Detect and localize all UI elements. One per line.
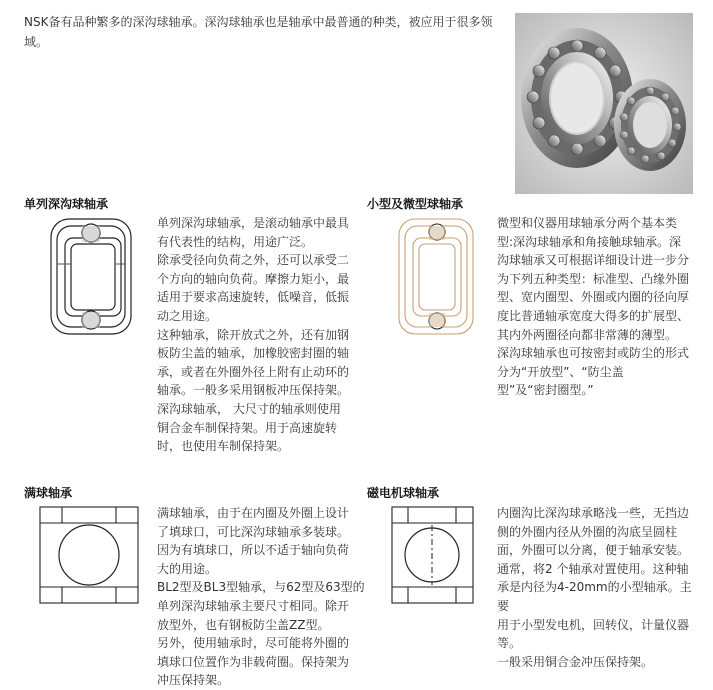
- intro-text: NSK备有品种繁多的深沟球轴承。深沟球轴承也是轴承中最普通的种类，被应用于很多领域。: [24, 15, 493, 49]
- section-title-single-row: 单列深沟球轴承: [24, 197, 109, 211]
- section-title-full-complement: 满球轴承: [24, 486, 73, 500]
- section-text-miniature: 微型和仪器用球轴承分两个基本类 型:深沟球轴承和角接触球轴承。深 沟球轴承又可根据详细设计进一步分 为下列五种类型：标准型、凸缘外圈 型、宽内圈型、外圈或内圈的径向厚 度比普通轴承宽度大得多的扩展型、 其内外两圈径向都非常薄的薄型。 深沟球轴承也可按密封或防尘的形式 分为“开放型”、“防尘盖 型”及“密封圈型。”: [497, 216, 690, 398]
- full-complement-bearing-diagram: [38, 505, 140, 605]
- section-text-single-row: 单列深沟球轴承，是滚动轴承中最具 有代表性的结构，用途广泛。 除承受径向负荷之外，还可以承受二 个方向的轴向负荷。摩擦力矩小，最 适用于要求高速旋转，低噪音，低振 动之用途。 这种轴承，除开放式之外，还有加钢 板防尘盖的轴承，加橡胶密封圈的轴 承，或者在外圈外径上附有止动环的 轴承。一般多采用钢板冲压保持架。 深沟球轴承， 大尺寸的轴承则使用 铜合金车制保持架。用于高速旋转 时，也使用车制保持架。: [157, 216, 350, 454]
- magneto-bearing-diagram: [390, 505, 475, 605]
- miniature-bearing-diagram: [385, 214, 485, 339]
- bearing-product-photo: [515, 13, 693, 194]
- section-title-magneto: 磁电机球轴承: [367, 486, 440, 500]
- section-text-magneto: 内圈沟比深沟球承略浅一些，无挡边 侧的外圈内径从外圈的沟底呈圆柱 面，外圈可以分离，便于轴承安装。 通常，将2 个轴承对置使用。这种轴 承是内径为4-20mm的小型轴承。主要 用于小型发电机，回转仪，计量仪器 等。 一般采用铜合金冲压保持架。: [497, 506, 692, 669]
- single-row-bearing-diagram: [35, 214, 140, 339]
- section-text-full-complement: 满球轴承，由于在内圈及外圈上设计 了填球口，可比深沟球轴承多装球。 因为有填球口，所以不适于轴向负荷 大的用途。 BL2型及BL3型轴承，与62型及63型的 单列深沟球轴承主要尺寸相同。除开 放型外，也有钢板防尘盖ZZ型。 另外，使用轴承时，尽可能将外圈的 填球口位置作为非载荷圈。保持架为 冲压保持架。: [157, 506, 365, 688]
- section-title-miniature: 小型及微型球轴承: [367, 197, 464, 211]
